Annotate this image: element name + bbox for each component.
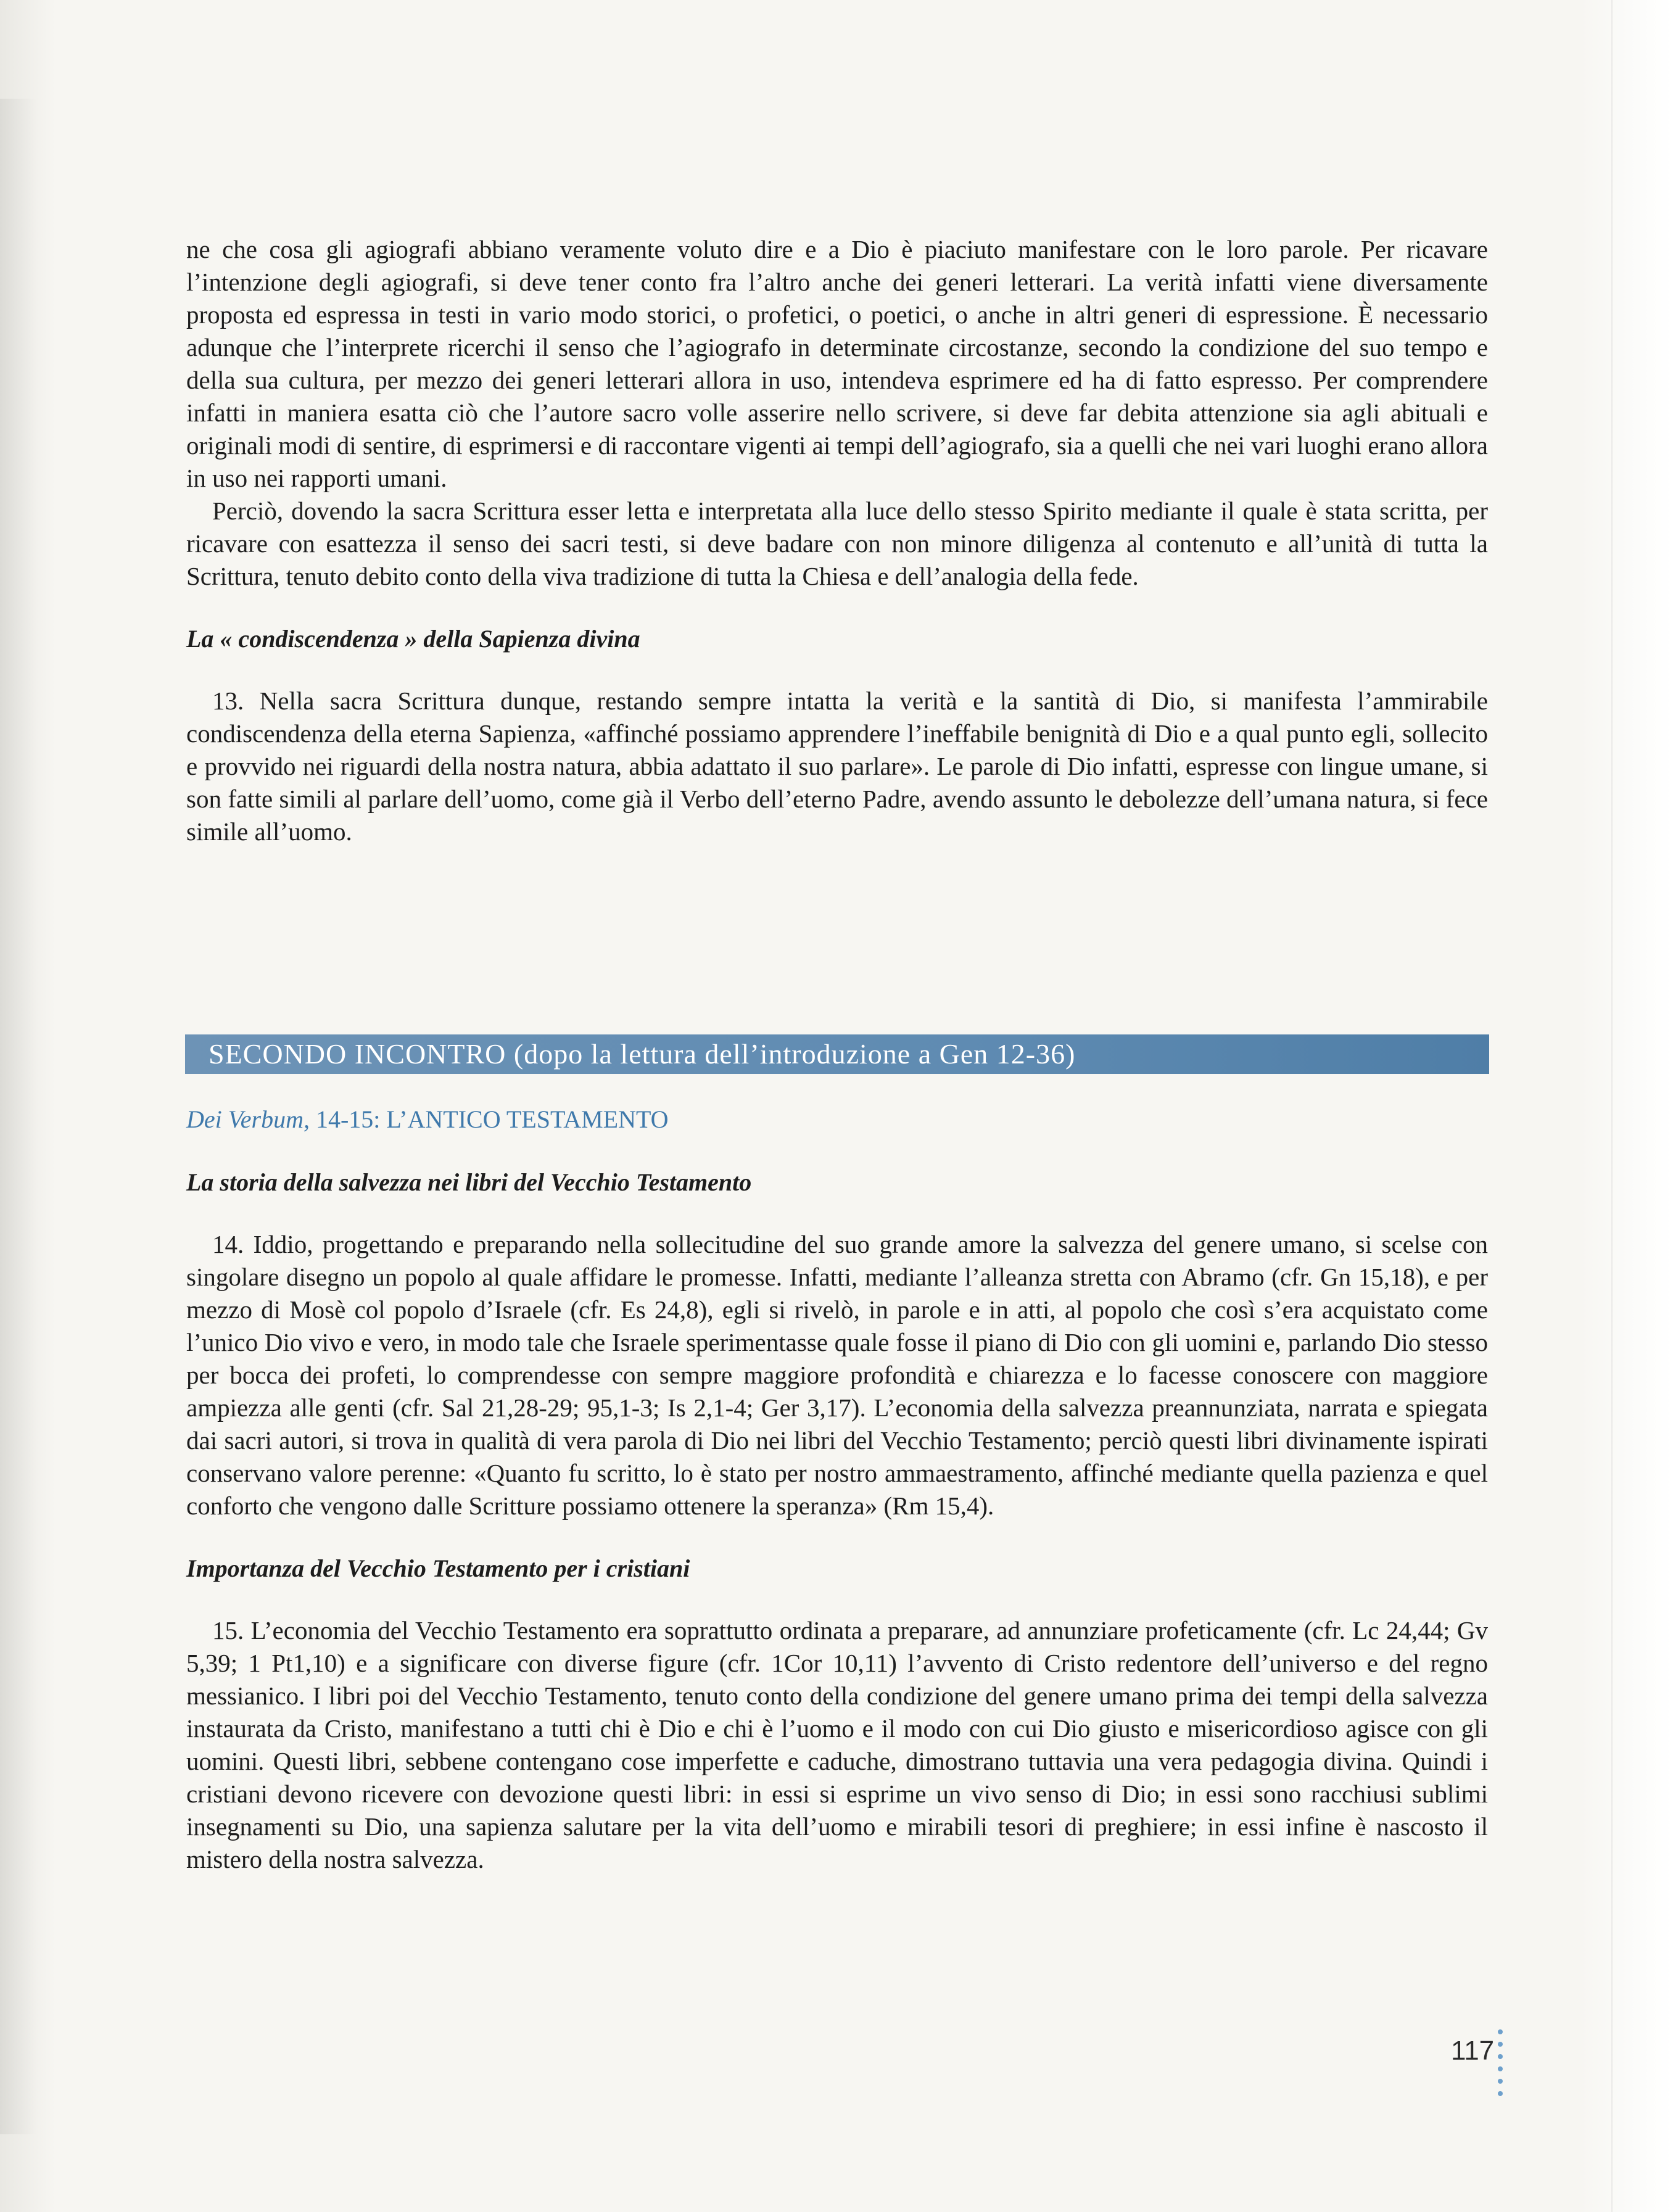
paragraph-15: 15. L’economia del Vecchio Testamento era soprattutto ordinata a preparare, ad annunziare profeticamente (cfr. Lc 24,44; Gv 5,39; 1 Pt1,10) e a significare con diverse figure (cfr. 1Cor 10,11) l’avvento di Cristo redentore dell’universo e del regno messianico. I libri poi del Vecchio Testamento, tenuto conto della condizione del genere umano prima dei tempi della salvezza instaurata da Cristo, manifestano a tutti chi è Dio e chi è l’uomo e il modo con cui Dio giusto e misericordioso agisce con gli uomini. Questi libri, sebbene contengano cose imperfette e caduche, dimostrano tuttavia una vera pedagogia divina. Quindi i cristiani devono ricevere con devozione questi libri: in essi si esprime un vivo senso di Dio; in essi sono racchiusi sublimi insegnamenti su Dio, una sapienza salutare per la vita dell’uomo e mirabili tesori di preghiere; in essi infine è nascosto il mistero della nostra salvezza. bbox=[186, 1616, 1488, 1873]
body-text-block bbox=[186, 233, 1488, 848]
document-reference bbox=[186, 1104, 669, 1135]
subheading-condiscendenza: La « condiscendenza » della Sapienza divina bbox=[186, 625, 640, 653]
decorative-dots bbox=[1498, 2029, 1506, 2103]
binding-line bbox=[1611, 0, 1613, 2212]
paragraph-percio: Perciò, dovendo la sacra Scrittura esser letta e interpretata alla luce dello stesso Spirito mediante il quale è stata scritta, per ricavare con esattezza il senso dei sacri testi, si deve badare con non minore diligenza al contenuto e all’unità di tutta la Scrittura, tenuto debito conto della viva tradizione di tutta la Chiesa e dell’analogia della fede. bbox=[186, 497, 1488, 590]
paragraph-13: 13. Nella sacra Scrittura dunque, restando sempre intatta la verità e la santità di Dio, si manifesta l’ammirabile condiscendenza della eterna Sapienza, «affinché possiamo apprendere l’ineffabile benignità di Dio e a qual punto egli, sollecito e provvido nei riguardi della nostra natura, abbia adattato il suo parlare». Le parole di Dio infatti, espresse con lingue umane, si son fatte simili al parlare dell’uomo, come già il Verbo dell’eterno Padre, avendo assunto le debolezze dell’umana natura, si fece simile all’uomo. bbox=[186, 687, 1488, 846]
section-2-text-block bbox=[186, 1166, 1488, 1876]
docref-rest: 14-15: L’ANTICO TESTAMENTO bbox=[309, 1105, 669, 1133]
docref-title: Dei Verbum, bbox=[186, 1105, 310, 1133]
paragraph-14: 14. Iddio, progettando e preparando nella sollecitudine del suo grande amore la salvezza del genere umano, si scelse con singolare disegno un popolo al quale affidare le promesse. Infatti, mediante l’alleanza stretta con Abramo (cfr. Gn 15,18), e per mezzo di Mosè col popolo d’Israele (cfr. Es 24,8), egli si rivelò, in parole e in atti, al popolo che così s’era acquistato come l’unico Dio vivo e vero, in modo tale che Israele sperimentasse quale fosse il piano di Dio con gli uomini e, parlando Dio stesso per bocca dei profeti, lo comprendesse con sempre maggiore profondità e chiarezza e lo facesse conoscere con maggiore ampiezza alle genti (cfr. Sal 21,28-29; 95,1-3; Is 2,1-4; Ger 3,17). L’economia della salvezza preannunziata, narrata e spiegata dai sacri autori, si trova in qualità di vera parola di Dio nei libri del Vecchio Testamento; perciò questi libri divinamente ispirati conservano valore perenne: «Quanto fu scritto, lo è stato per nostro ammaestramento, affinché mediante quella pazienza e quel conforto che vengono dalle Scritture possiamo ottenere la speranza» (Rm 15,4). bbox=[186, 1230, 1488, 1520]
subheading-importanza: Importanza del Vecchio Testamento per i cristiani bbox=[186, 1554, 690, 1582]
subheading-storia-salvezza: La storia della salvezza nei libri del Vecchio Testamento bbox=[186, 1168, 752, 1196]
page-edge-shadow bbox=[0, 99, 37, 2134]
page-number: 117 bbox=[1451, 2036, 1495, 2066]
paragraph-continuation: ne che cosa gli agiografi abbiano veramente voluto dire e a Dio è piaciuto manifestare con le loro parole. Per ricavare l’intenzione degli agiografi, si deve tener conto fra l’altro anche dei generi letterari. La verità infatti viene diversamente proposta ed espressa in testi in vario modo storici, o profetici, o poetici, o anche in altri generi di espressione. È necessario adunque che l’interprete ricerchi il senso che l’agiografo in determinate circostanze, secondo la condizione del suo tempo e della sua cultura, per mezzo dei generi letterari allora in uso, intendeva esprimere ed ha di fatto espresso. Per comprendere infatti in maniera esatta ciò che l’autore sacro volle asserire nello scrivere, si deve far debita attenzione sia agli abituali e originali modi di sentire, di esprimersi e di raccontare vigenti ai tempi dell’agiografo, sia a quelli che nei vari luoghi erano allora in uso nei rapporti umani. bbox=[186, 235, 1488, 492]
section-banner: SECONDO INCONTRO (dopo la lettura dell’introduzione a Gen 12-36) bbox=[185, 1034, 1489, 1074]
